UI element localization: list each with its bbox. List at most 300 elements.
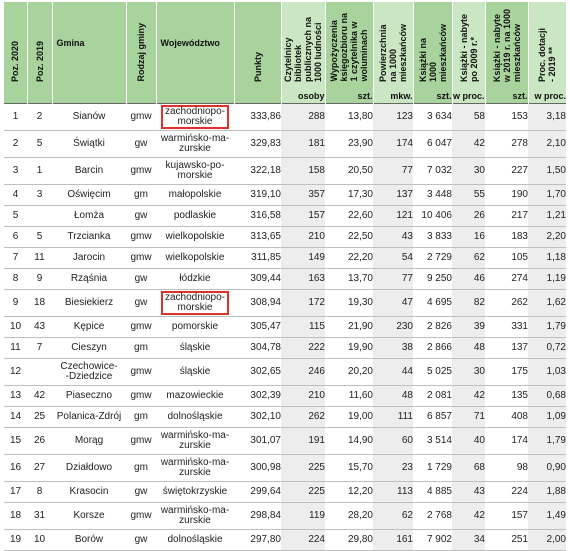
- cell-nabyte-2019-text: 331: [511, 321, 528, 332]
- cell-powierzchnia-text: 60: [401, 435, 413, 446]
- cell-poz-2019: [27, 530, 52, 551]
- cell-punkty: [234, 482, 281, 503]
- cell-czytelnicy-text: 115: [309, 321, 325, 332]
- cell-rodzaj: [126, 227, 156, 248]
- cell-ksiazki-text: 6 047: [426, 138, 452, 149]
- cell-czytelnicy: [281, 386, 325, 407]
- cell-poz-2019-text: 27: [33, 462, 46, 473]
- highlighted-wojewodztwo: zachodniopo- morskie: [161, 291, 229, 315]
- cell-wojewodztwo-text: świętokrzyskie: [162, 486, 228, 497]
- header-row: [4, 2, 566, 88]
- cell-gmina: [52, 530, 126, 551]
- cell-powierzchnia: [373, 104, 413, 131]
- cell-poz-2020: [4, 338, 27, 359]
- cell-rodzaj: [126, 530, 156, 551]
- cell-nabyte-2009: [452, 359, 485, 386]
- cell-gmina: [52, 158, 126, 185]
- cell-punkty-text: 308,94: [250, 297, 281, 308]
- cell-punkty-text: 329,83: [250, 138, 281, 149]
- cell-czytelnicy: [281, 338, 325, 359]
- cell-ksiazki-text: 3 833: [426, 231, 452, 242]
- cell-gmina-text: Oświęcim: [67, 189, 111, 200]
- cell-wojewodztwo-text: łódzkie: [179, 273, 211, 284]
- cell-rodzaj-text: gw: [134, 138, 148, 149]
- cell-dotacje: [528, 455, 566, 482]
- cell-poz-2019-text: 2: [36, 111, 43, 122]
- cell-wojewodztwo: [156, 158, 234, 185]
- cell-ksiazki: [413, 227, 452, 248]
- cell-nabyte-2009-text: 55: [473, 189, 485, 200]
- cell-poz-2020-text: 15: [9, 435, 22, 446]
- cell-dotacje-text: 1,50: [546, 165, 566, 176]
- cell-nabyte-2019-text: 278: [511, 138, 528, 149]
- cell-wypozyczenia: [325, 359, 373, 386]
- cell-dotacje: [528, 104, 566, 131]
- cell-powierzchnia-text: 62: [401, 510, 413, 521]
- cell-poz-2020-text: 17: [9, 486, 22, 497]
- cell-rodzaj: [126, 269, 156, 290]
- cell-rodzaj-text: gmw: [130, 321, 152, 332]
- cell-poz-2019-text: 7: [36, 342, 43, 353]
- cell-poz-2019: [27, 386, 52, 407]
- cell-rodzaj-text: gw: [134, 273, 148, 284]
- cell-gmina-text: Piaseczno: [65, 390, 113, 401]
- cell-punkty: [234, 386, 281, 407]
- cell-nabyte-2019-text: 251: [511, 534, 528, 545]
- cell-nabyte-2019: [485, 104, 528, 131]
- header-wypozyczenia: Wypożyczenia księgozbioru na 1 czytelnika w woluminach: [325, 2, 373, 88]
- cell-wypozyczenia-text: 19,00: [347, 411, 373, 422]
- cell-czytelnicy: [281, 482, 325, 503]
- cell-gmina-text: Kępice: [73, 321, 105, 332]
- cell-rodzaj-text: gmw: [130, 366, 152, 377]
- cell-gmina-text: Korsze: [73, 510, 105, 521]
- cell-nabyte-2009: [452, 185, 485, 206]
- table-row: [4, 503, 566, 530]
- unit-nabyte-2009: w proc.: [452, 88, 485, 104]
- cell-nabyte-2009-text: 39: [473, 321, 485, 332]
- cell-punkty-text: 322,18: [250, 165, 281, 176]
- cell-ksiazki: [413, 131, 452, 158]
- cell-nabyte-2019: [485, 407, 528, 428]
- cell-czytelnicy-text: 246: [308, 366, 325, 377]
- cell-nabyte-2019: [485, 359, 528, 386]
- cell-nabyte-2019-text: 224: [511, 486, 528, 497]
- cell-wojewodztwo: [156, 269, 234, 290]
- cell-nabyte-2009-text: 71: [473, 411, 485, 422]
- unit-wypozyczenia: szt.: [325, 88, 373, 104]
- cell-czytelnicy: [281, 359, 325, 386]
- cell-nabyte-2019: [485, 317, 528, 338]
- cell-dotacje: [528, 227, 566, 248]
- cell-powierzchnia: [373, 407, 413, 428]
- unit-czytelnicy: osoby: [281, 88, 325, 104]
- cell-dotacje-text: 0,90: [546, 462, 566, 473]
- cell-poz-2020-text: 13: [9, 390, 22, 401]
- cell-dotacje: [528, 428, 566, 455]
- cell-nabyte-2009: [452, 158, 485, 185]
- cell-poz-2019-text: 43: [33, 321, 46, 332]
- cell-rodzaj-text: gw: [134, 210, 148, 221]
- cell-czytelnicy-text: 172: [308, 297, 325, 308]
- cell-rodzaj: [126, 407, 156, 428]
- cell-wojewodztwo: [156, 482, 234, 503]
- cell-poz-2019: [27, 248, 52, 269]
- cell-rodzaj-text: gmw: [130, 390, 152, 401]
- cell-czytelnicy: [281, 104, 325, 131]
- cell-wypozyczenia: [325, 386, 373, 407]
- cell-punkty-text: 305,47: [250, 321, 281, 332]
- cell-gmina: [52, 359, 126, 386]
- cell-dotacje-text: 0,72: [546, 342, 566, 353]
- cell-wypozyczenia-text: 23,90: [347, 138, 373, 149]
- cell-nabyte-2009: [452, 455, 485, 482]
- cell-powierzchnia: [373, 359, 413, 386]
- cell-wojewodztwo: [156, 131, 234, 158]
- cell-ksiazki-text: 3 448: [426, 189, 452, 200]
- cell-czytelnicy: [281, 503, 325, 530]
- cell-dotacje: [528, 317, 566, 338]
- cell-nabyte-2019: [485, 503, 528, 530]
- cell-punkty: [234, 359, 281, 386]
- cell-ksiazki: [413, 158, 452, 185]
- cell-czytelnicy-text: 222: [308, 342, 325, 353]
- cell-poz-2020-text: 6: [12, 231, 19, 242]
- cell-dotacje-text: 3,18: [546, 111, 566, 122]
- cell-wojewodztwo: [156, 338, 234, 359]
- cell-punkty: [234, 317, 281, 338]
- cell-punkty-text: 309,44: [250, 273, 281, 284]
- highlighted-wojewodztwo: zachodniopo- morskie: [161, 105, 229, 129]
- cell-poz-2020-text: 11: [10, 342, 21, 353]
- cell-wojewodztwo-text: dolnośląskie: [167, 534, 223, 545]
- cell-nabyte-2019: [485, 290, 528, 317]
- cell-nabyte-2019: [485, 227, 528, 248]
- cell-dotacje: [528, 185, 566, 206]
- cell-czytelnicy-text: 225: [308, 462, 325, 473]
- table-row: [4, 227, 566, 248]
- cell-punkty-text: 333,86: [250, 111, 281, 122]
- cell-rodzaj-text: gw: [134, 486, 148, 497]
- cell-powierzchnia-text: 47: [401, 297, 413, 308]
- cell-gmina: [52, 482, 126, 503]
- cell-nabyte-2009-text: 16: [473, 231, 485, 242]
- cell-nabyte-2009: [452, 317, 485, 338]
- cell-nabyte-2009: [452, 104, 485, 131]
- cell-punkty-text: 302,10: [250, 411, 281, 422]
- cell-wypozyczenia: [325, 248, 373, 269]
- cell-ksiazki: [413, 503, 452, 530]
- cell-ksiazki-text: 6 857: [426, 411, 452, 422]
- cell-poz-2019-text: 26: [33, 435, 46, 446]
- cell-wojewodztwo: [156, 290, 234, 317]
- cell-poz-2019-text: 5: [36, 231, 43, 242]
- cell-gmina-text: Rząśnia: [70, 273, 108, 284]
- cell-czytelnicy-text: 149: [308, 252, 325, 263]
- cell-poz-2019-text: 31: [33, 510, 46, 521]
- cell-nabyte-2019-text: 153: [511, 111, 528, 122]
- cell-rodzaj-text: gmw: [130, 111, 152, 122]
- cell-czytelnicy: [281, 248, 325, 269]
- cell-punkty-text: 304,78: [250, 342, 281, 353]
- cell-punkty-text: 311,85: [251, 252, 281, 263]
- cell-poz-2020-text: 5: [12, 210, 19, 221]
- cell-powierzchnia: [373, 482, 413, 503]
- cell-rodzaj: [126, 317, 156, 338]
- cell-dotacje: [528, 269, 566, 290]
- cell-ksiazki: [413, 248, 452, 269]
- cell-poz-2019: [27, 227, 52, 248]
- cell-nabyte-2009-text: 43: [473, 486, 485, 497]
- cell-poz-2019-text: 18: [33, 297, 46, 308]
- cell-nabyte-2009-text: 42: [473, 510, 485, 521]
- cell-wojewodztwo: [156, 227, 234, 248]
- cell-poz-2020-text: 19: [9, 534, 22, 545]
- cell-ksiazki: [413, 428, 452, 455]
- cell-czytelnicy-text: 288: [308, 111, 325, 122]
- cell-wypozyczenia: [325, 131, 373, 158]
- cell-poz-2019: [27, 428, 52, 455]
- cell-poz-2019-text: 25: [33, 411, 46, 422]
- cell-punkty: [234, 428, 281, 455]
- cell-rodzaj: [126, 158, 156, 185]
- cell-nabyte-2009: [452, 530, 485, 551]
- cell-powierzchnia: [373, 269, 413, 290]
- cell-gmina-text: Borów: [74, 534, 104, 545]
- cell-punkty-text: 302,39: [250, 390, 281, 401]
- cell-poz-2019: [27, 158, 52, 185]
- cell-powierzchnia: [373, 131, 413, 158]
- cell-punkty: [234, 185, 281, 206]
- cell-rodzaj-text: gm: [134, 189, 148, 200]
- cell-wojewodztwo-text: kujawsko-po- morskie: [165, 160, 225, 181]
- table-row: [4, 386, 566, 407]
- table-row: [4, 185, 566, 206]
- cell-nabyte-2009: [452, 407, 485, 428]
- cell-gmina: [52, 131, 126, 158]
- cell-gmina-text: Polanica-Zdrój: [56, 411, 122, 422]
- header-czytelnicy: Czytelnicy bibliotek publicznych na 1000 ludności: [281, 2, 325, 88]
- cell-czytelnicy-text: 158: [308, 165, 325, 176]
- cell-rodzaj-text: gmw: [130, 510, 152, 521]
- cell-wypozyczenia: [325, 290, 373, 317]
- cell-powierzchnia: [373, 227, 413, 248]
- cell-rodzaj: [126, 482, 156, 503]
- cell-punkty: [234, 131, 281, 158]
- cell-poz-2020-text: 14: [9, 411, 22, 422]
- cell-poz-2020: [4, 290, 27, 317]
- unit-ksiazki: szt.: [413, 88, 452, 104]
- cell-wypozyczenia: [325, 158, 373, 185]
- cell-wypozyczenia-text: 15,70: [347, 462, 373, 473]
- cell-dotacje: [528, 503, 566, 530]
- cell-wypozyczenia-text: 11,60: [348, 390, 373, 401]
- cell-punkty: [234, 290, 281, 317]
- cell-dotacje: [528, 359, 566, 386]
- cell-nabyte-2019-text: 137: [511, 342, 528, 353]
- cell-czytelnicy: [281, 158, 325, 185]
- cell-dotacje-text: 1,49: [546, 510, 566, 521]
- cell-gmina: [52, 185, 126, 206]
- header-poz-2019: Poz. 2019: [27, 2, 52, 88]
- cell-czytelnicy: [281, 227, 325, 248]
- cell-nabyte-2019-text: 135: [511, 390, 528, 401]
- cell-nabyte-2009: [452, 248, 485, 269]
- table-row: [4, 338, 566, 359]
- cell-poz-2019: [27, 503, 52, 530]
- cell-poz-2020-text: 3: [12, 165, 19, 176]
- cell-czytelnicy: [281, 530, 325, 551]
- cell-czytelnicy: [281, 317, 325, 338]
- header-nabyte-2009: Książki - nabyte po 2009 r.*: [452, 2, 485, 88]
- cell-wypozyczenia: [325, 317, 373, 338]
- cell-czytelnicy-text: 225: [308, 486, 325, 497]
- cell-nabyte-2019: [485, 185, 528, 206]
- cell-gmina: [52, 503, 126, 530]
- cell-poz-2020: [4, 317, 27, 338]
- cell-punkty-text: 297,80: [250, 534, 281, 545]
- cell-nabyte-2009: [452, 428, 485, 455]
- cell-poz-2019-text: 8: [36, 486, 43, 497]
- cell-poz-2020-text: 8: [12, 273, 19, 284]
- cell-gmina-text: Świątki: [73, 138, 105, 149]
- cell-gmina: [52, 227, 126, 248]
- cell-dotacje: [528, 206, 566, 227]
- table-row: [4, 359, 566, 386]
- cell-wypozyczenia: [325, 104, 373, 131]
- cell-ksiazki-text: 3 634: [426, 111, 452, 122]
- cell-punkty-text: 298,84: [250, 510, 281, 521]
- cell-ksiazki-text: 9 250: [426, 273, 452, 284]
- cell-wojewodztwo-text: wielkopolskie: [165, 231, 225, 242]
- cell-nabyte-2019-text: 98: [516, 462, 528, 473]
- cell-wypozyczenia-text: 13,70: [347, 273, 373, 284]
- cell-poz-2019-text: 10: [33, 534, 46, 545]
- header-punkty: Punkty: [234, 2, 281, 88]
- cell-ksiazki-text: 1 729: [426, 462, 452, 473]
- cell-ksiazki-text: 4 695: [426, 297, 452, 308]
- cell-poz-2019-text: 3: [36, 189, 43, 200]
- cell-czytelnicy-text: 210: [308, 231, 325, 242]
- cell-wojewodztwo: [156, 104, 234, 131]
- cell-poz-2019: [27, 185, 52, 206]
- cell-powierzchnia: [373, 503, 413, 530]
- cell-powierzchnia-text: 111: [397, 411, 413, 422]
- cell-gmina: [52, 290, 126, 317]
- cell-gmina: [52, 338, 126, 359]
- cell-punkty: [234, 158, 281, 185]
- cell-gmina-text: Morąg: [74, 435, 104, 446]
- cell-poz-2020: [4, 227, 27, 248]
- cell-wojewodztwo-text: warmińsko-ma- zurskie: [160, 505, 230, 526]
- cell-ksiazki: [413, 386, 452, 407]
- cell-rodzaj-text: gm: [134, 411, 148, 422]
- cell-czytelnicy-text: 224: [308, 534, 325, 545]
- table-row: [4, 317, 566, 338]
- cell-dotacje-text: 1,70: [546, 189, 566, 200]
- cell-wojewodztwo: [156, 428, 234, 455]
- table-row: [4, 482, 566, 503]
- cell-punkty: [234, 206, 281, 227]
- cell-ksiazki-text: 7 032: [426, 165, 452, 176]
- cell-dotacje-text: 1,19: [546, 273, 566, 284]
- cell-punkty: [234, 104, 281, 131]
- cell-nabyte-2009-text: 46: [473, 273, 485, 284]
- cell-punkty-text: 300,98: [250, 462, 281, 473]
- cell-rodzaj-text: gmw: [130, 252, 152, 263]
- cell-czytelnicy-text: 191: [308, 435, 325, 446]
- cell-poz-2020-text: 18: [9, 510, 22, 521]
- cell-ksiazki-text: 4 885: [426, 486, 452, 497]
- cell-dotacje: [528, 386, 566, 407]
- cell-czytelnicy-text: 157: [308, 210, 325, 221]
- table-row: [4, 428, 566, 455]
- cell-rodzaj: [126, 131, 156, 158]
- cell-powierzchnia-text: 121: [396, 210, 413, 221]
- cell-nabyte-2019-text: 227: [511, 165, 528, 176]
- cell-punkty-text: 302,65: [250, 366, 281, 377]
- cell-powierzchnia-text: 174: [396, 138, 413, 149]
- cell-rodzaj: [126, 248, 156, 269]
- cell-dotacje-text: 1,18: [546, 252, 566, 263]
- cell-rodzaj: [126, 206, 156, 227]
- cell-dotacje-text: 1,09: [546, 411, 566, 422]
- cell-punkty: [234, 503, 281, 530]
- cell-dotacje: [528, 530, 566, 551]
- cell-poz-2020-text: 12: [9, 366, 22, 377]
- cell-poz-2020: [4, 269, 27, 290]
- cell-gmina-text: Cieszyn: [71, 342, 107, 353]
- cell-rodzaj-text: gmw: [130, 231, 152, 242]
- cell-nabyte-2019: [485, 338, 528, 359]
- cell-ksiazki: [413, 185, 452, 206]
- cell-powierzchnia: [373, 338, 413, 359]
- cell-powierzchnia-text: 44: [401, 366, 413, 377]
- cell-gmina-text: Jarocin: [72, 252, 106, 263]
- cell-powierzchnia: [373, 530, 413, 551]
- cell-ksiazki: [413, 290, 452, 317]
- header-wojewodztwo: Województwo: [156, 2, 234, 88]
- cell-wojewodztwo: [156, 455, 234, 482]
- cell-dotacje-text: 1,79: [546, 321, 566, 332]
- cell-powierzchnia-text: 161: [396, 534, 413, 545]
- cell-gmina: [52, 317, 126, 338]
- cell-ksiazki: [413, 482, 452, 503]
- cell-nabyte-2009: [452, 131, 485, 158]
- cell-poz-2019: [27, 359, 52, 386]
- header-poz-2020: Poz. 2020: [4, 2, 27, 88]
- cell-ksiazki: [413, 338, 452, 359]
- cell-powierzchnia-text: 77: [401, 273, 413, 284]
- cell-wypozyczenia: [325, 530, 373, 551]
- cell-poz-2019-text: 5: [36, 138, 43, 149]
- cell-nabyte-2009-text: 82: [473, 297, 485, 308]
- cell-wypozyczenia-text: 22,50: [347, 231, 373, 242]
- cell-nabyte-2009: [452, 227, 485, 248]
- cell-powierzchnia: [373, 455, 413, 482]
- cell-wypozyczenia: [325, 455, 373, 482]
- cell-dotacje: [528, 248, 566, 269]
- cell-poz-2020: [4, 359, 27, 386]
- cell-wojewodztwo-text: dolnośląskie: [167, 411, 223, 422]
- cell-wypozyczenia-text: 20,20: [347, 366, 373, 377]
- cell-gmina-text: Działdowo: [65, 462, 113, 473]
- cell-nabyte-2009: [452, 290, 485, 317]
- cell-rodzaj-text: gm: [134, 342, 148, 353]
- cell-poz-2019: [27, 290, 52, 317]
- cell-poz-2019: [27, 269, 52, 290]
- cell-nabyte-2009: [452, 206, 485, 227]
